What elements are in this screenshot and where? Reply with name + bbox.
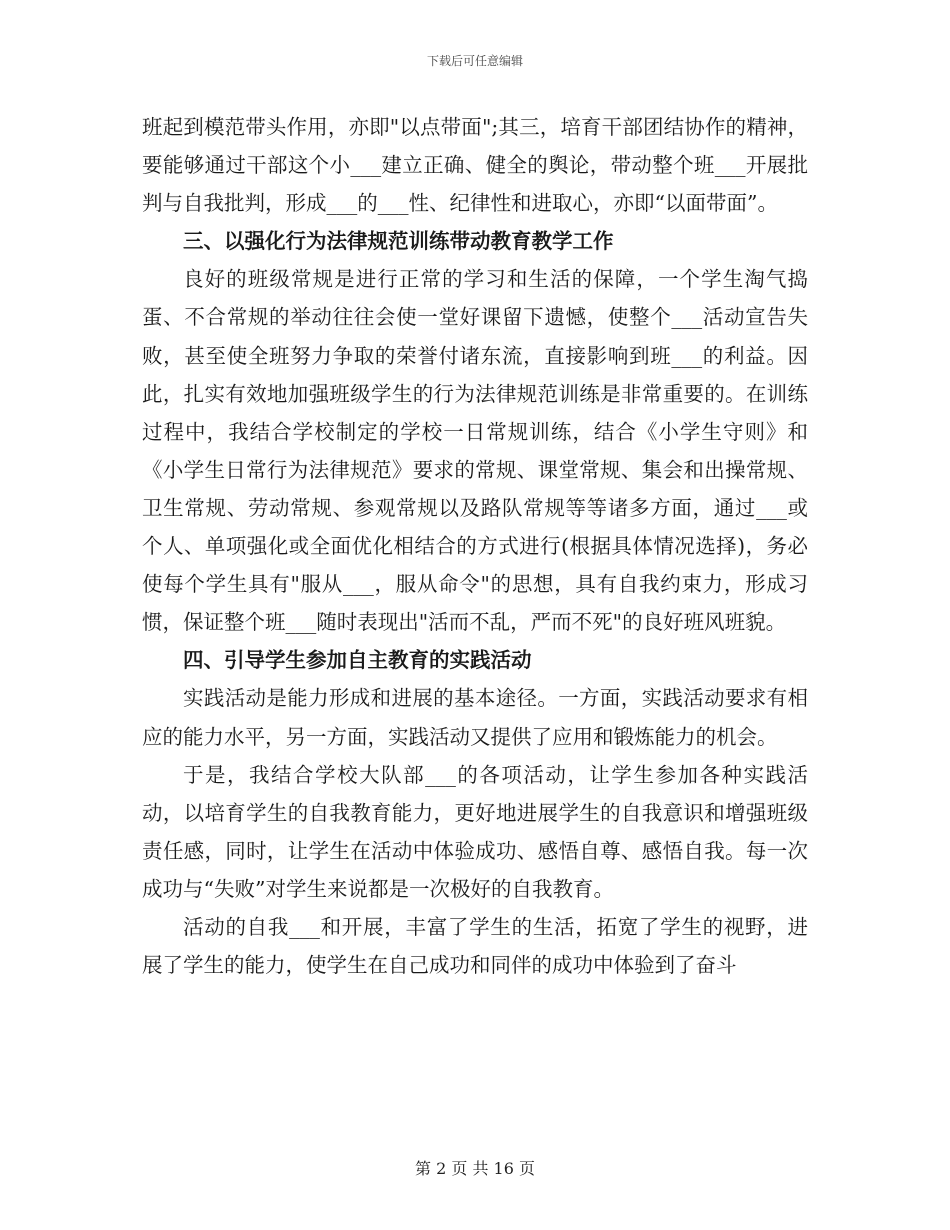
- paragraph-self-organization: 活动的自我___和开展，丰富了学生的生活，拓宽了学生的视野，进展了学生的能力，使学生在自己成功和同伴的成功中体验到了奋斗: [142, 914, 808, 978]
- section-heading-3: 三、以强化行为法律规范训练带动教育教学工作: [183, 229, 614, 254]
- paragraph-school-activities: 于是，我结合学校大队部___的各项活动，让学生参加各种实践活动，以培育学生的自我教育能力，更好地进展学生的自我意识和增强班级责任感，同时，让学生在活动中体验成功、感悟自尊、感悟自我。每一次成功与“失败”对学生来说都是一次极好的自我教育。: [142, 762, 808, 901]
- document-body: [142, 108, 808, 984]
- section-heading-4: 四、引导学生参加自主教育的实践活动: [183, 648, 532, 673]
- header-note: 下载后可任意编辑: [426, 54, 523, 68]
- paragraph-continued: 班起到模范带头作用，亦即"以点带面";其三，培育干部团结协作的精神，要能够通过干部这个小___建立正确、健全的舆论，带动整个班___开展批判与自我批判，形成___的___性、纪律性和进取心，亦即“以面带面”。: [142, 115, 808, 216]
- page-number: 第 2 页 共 16 页: [415, 1159, 535, 1178]
- paragraph-class-rules: 良好的班级常规是进行正常的学习和生活的保障，一个学生淘气捣蛋、不合常规的举动往往会使一堂好课留下遗憾，使整个___活动宣告失败，甚至使全班努力争取的荣誉付诸东流，直接影响到班___的利益。因此，扎实有效地加强班级学生的行为法律规范训练是非常重要的。在训练过程中，我结合学校制定的学校一日常规训练，结合《小学生守则》和《小学生日常行为法律规范》要求的常规、课堂常规、集会和出操常规、卫生常规、劳动常规、参观常规以及路队常规等等诸多方面，通过___或个人、单项强化或全面优化相结合的方式进行(根据具体情况选择)，务必使每个学生具有"服从___，服从命令"的思想，具有自我约束力，形成习惯，保证整个班___随时表现出"活而不乱，严而不死"的良好班风班貌。: [142, 267, 808, 635]
- paragraph-practice-activities: 实践活动是能力形成和进展的基本途径。一方面，实践活动要求有相应的能力水平，另一方面，实践活动又提供了应用和锻炼能力的机会。: [142, 686, 808, 749]
